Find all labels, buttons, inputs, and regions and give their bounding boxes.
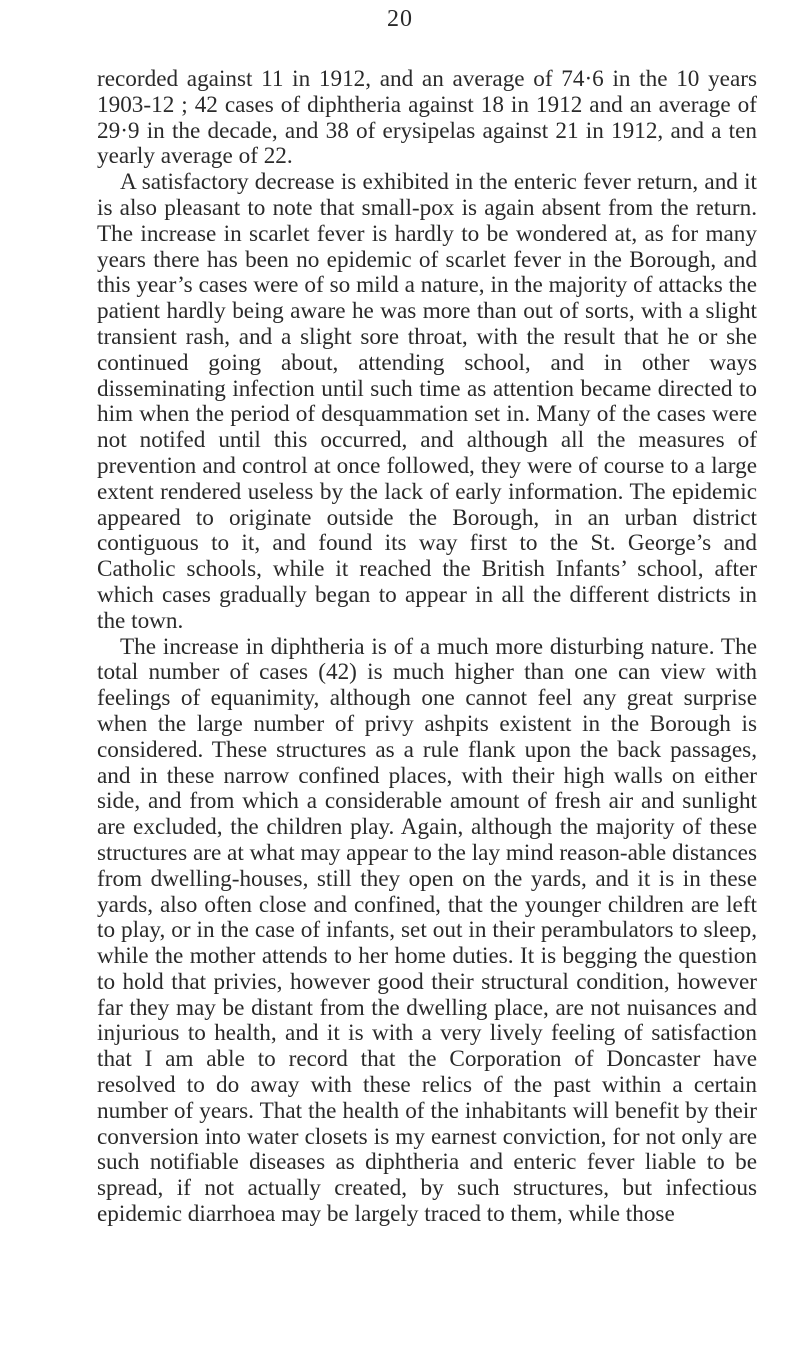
paragraph-continued: recorded against 11 in 1912, and an average of 74·6 in the 10 years 1903-12 ; 42 cases of diphtheria against 18 in 1912 and an average of 29·9 in the decade, and 38 of erysipelas against 21 in 1912, and a ten yearly average of 22.	[97, 66, 757, 170]
paragraph-scarlet-fever: A satisfactory decrease is exhibited in the enteric fever return, and it is also pleasant to note that small-pox is again absent from the return. The increase in scarlet fever is hardly to be wondered at, as for many years there has been no epidemic of scarlet fever in the Borough, and this year’s cases were of so mild a nature, in the majority of attacks the patient hardly being aware he was more than out of sorts, with a slight transient rash, and a slight sore throat, with the result that he or she continued going about, attending school, and in other ways disseminating infection until such time as attention became directed to him when the period of desquammation set in. Many of the cases were not notifed until this occurred, and although all the measures of prevention and control at once followed, they were of course to a large extent rendered useless by the lack of early information. The epidemic appeared to originate outside the Borough, in an urban district contiguous to it, and found its way first to the St. George’s and Catholic schools, while it reached the British Infants’ school, after which cases gradually began to appear in all the different districts in the town.	[97, 169, 757, 634]
page-number: 20	[387, 6, 413, 32]
body-text	[97, 67, 757, 1228]
paragraph-diphtheria: The increase in diphtheria is of a much more disturbing nature. The total number of cases (42) is much higher than one can view with feelings of equanimity, although one cannot feel any great surprise when the large number of privy ashpits existent in the Borough is considered. These structures as a rule flank upon the back passages, and in these narrow confined places, with their high walls on either side, and from which a considerable amount of fresh air and sunlight are excluded, the children play. Again, although the majority of these structures are at what may appear to the lay mind reason-able distances from dwelling-houses, still they open on the yards, and it is in these yards, also often close and confined, that the younger children are left to play, or in the case of infants, set out in their perambulators to sleep, while the mother attends to her home duties. It is begging the question to hold that privies, however good their structural condition, however far they may be distant from the dwelling place, are not nuisances and injurious to health, and it is with a very lively feeling of satisfaction that I am able to record that the Corporation of Doncaster have resolved to do away with these relics of the past within a certain number of years. That the health of the inhabitants will benefit by their conversion into water closets is my earnest conviction, for not only are such notifiable diseases as diphtheria and enteric fever liable to be spread, if not actually created, by such structures, but infectious epidemic diarrhoea may be largely traced to them, while those	[97, 633, 757, 1228]
